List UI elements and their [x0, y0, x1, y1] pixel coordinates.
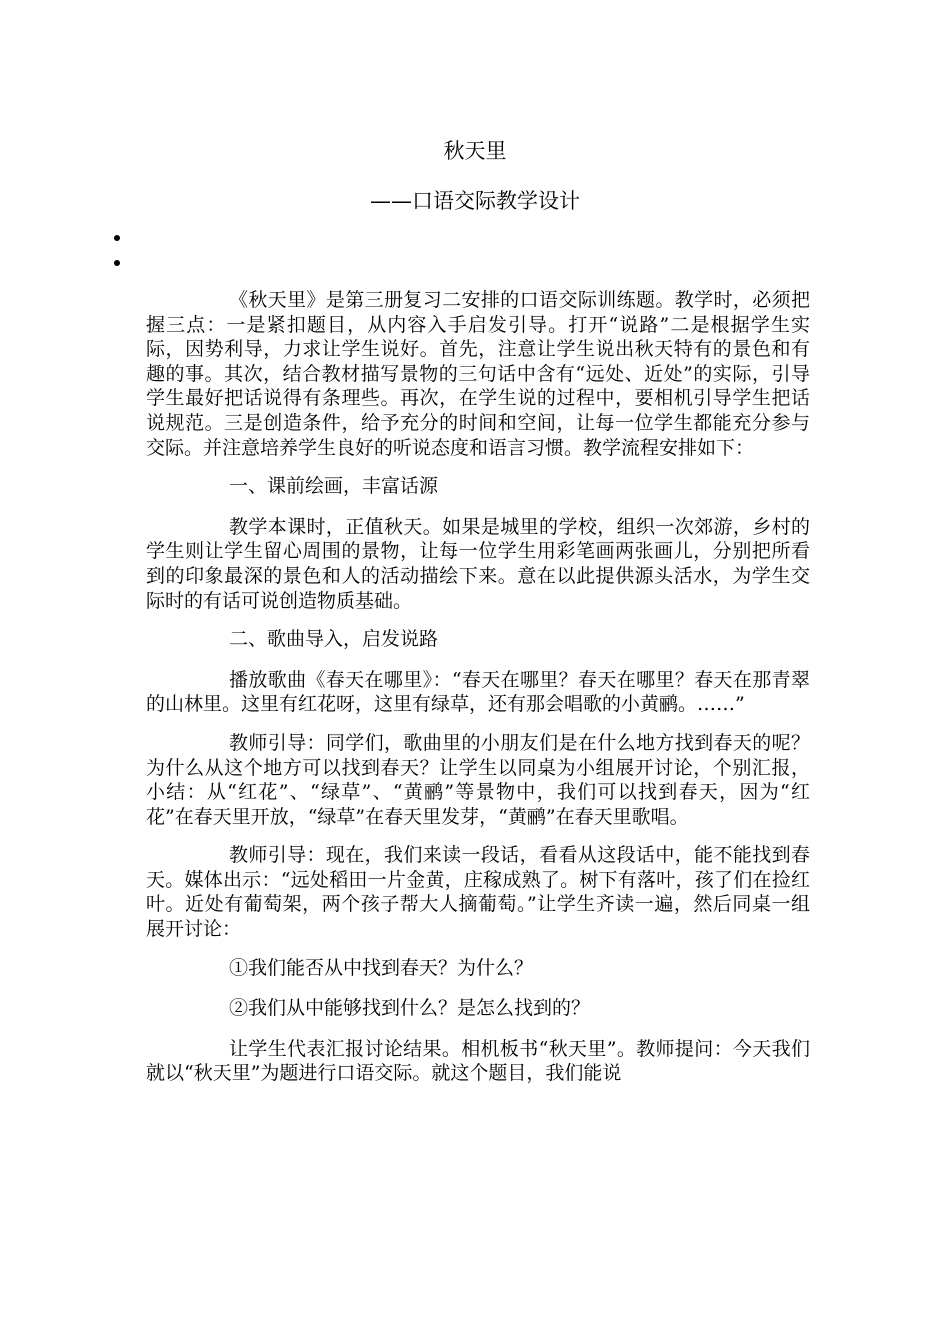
body-paragraph: 教师引导：现在，我们来读一段话，看看从这段话中，能不能找到春天。媒体出示：“远处稻田一片金黄，庄稼成熟了。树下有落叶，孩了们在捡红叶。近处有葡萄架，两个孩子帮大人摘葡萄。”让学生齐读一遍，然后同桌一组展开讨论：	[146, 844, 810, 941]
body-paragraph: 播放歌曲《春天在哪里》：“春天在哪里？春天在哪里？春天在那青翠的山林里。这里有红花呀，这里有绿草，还有那会唱歌的小黄鹂。……”	[146, 668, 810, 716]
discussion-question: ②我们从中能够找到什么？是怎么找到的？	[229, 997, 591, 1020]
body-paragraph: 教学本课时，正值秋天。如果是城里的学校，组织一次郊游，乡村的学生则让学生留心周围的景物，让每一位学生用彩笔画两张画儿，分别把所看到的印象最深的景色和人的活动描绘下来。意在以此提供源头活水，为学生交际时的有话可说创造物质基础。	[146, 515, 810, 612]
bullet-point	[114, 235, 120, 241]
document-title: 秋天里	[443, 139, 507, 163]
document-subtitle: ——口语交际教学设计	[370, 189, 580, 213]
body-paragraph: 《秋天里》是第三册复习二安排的口语交际训练题。教学时，必须把握三点：一是紧扣题目，从内容入手启发引导。打开“说路”二是根据学生实际，因势利导，力求让学生说好。首先，注意让学生说出秋天特有的景色和有趣的事。其次，结合教材描写景物的三句话中含有“远处、近处”的实际，引导学生最好把话说得有条理些。再次，在学生说的过程中，要相机引导学生把话说规范。三是创造条件，给予充分的时间和空间，让每一位学生都能充分参与交际。并注意培养学生良好的听说态度和语言习惯。教学流程安排如下：	[146, 289, 810, 459]
discussion-question: ①我们能否从中找到春天？为什么？	[229, 956, 534, 979]
body-paragraph: 让学生代表汇报讨论结果。相机板书“秋天里”。教师提问：今天我们就以“秋天里”为题进行口语交际。就这个题目，我们能说	[146, 1037, 810, 1085]
section-heading: 二、歌曲导入，启发说路	[229, 628, 439, 651]
document-body	[146, 288, 810, 1100]
body-paragraph: 教师引导：同学们，歌曲里的小朋友们是在什么地方找到春天的呢？为什么从这个地方可以找到春天？让学生以同桌为小组展开讨论，个别汇报，小结：从“红花”、“绿草”、“黄鹂”等景物中，我们可以找到春天，因为“红花”在春天里开放，“绿草”在春天里发芽，“黄鹂”在春天里歌唱。	[146, 731, 810, 828]
bullet-point	[114, 260, 120, 266]
section-heading: 一、课前绘画，丰富话源	[229, 475, 439, 498]
